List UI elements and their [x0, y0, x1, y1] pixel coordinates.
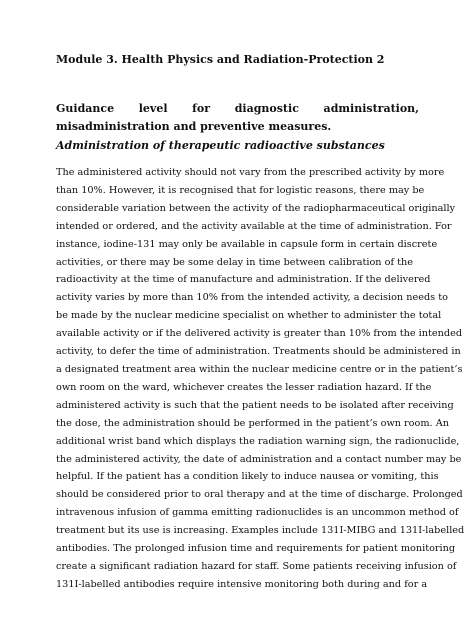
body-line: radioactivity at the time of manufacture and administration. If the delivered	[56, 274, 431, 286]
body-line: than 10%. However, it is recognised that for logistic reasons, there may be	[56, 184, 425, 196]
body-line: antibodies. The prolonged infusion time and requirements for patient monitoring	[56, 543, 456, 555]
body-line: treatment but its use is increasing. Examples include 131I-MIBG and 131I-labelled	[56, 525, 465, 537]
body-line: intended or ordered, and the activity available at the time of administration. For	[56, 220, 452, 232]
body-line: activity varies by more than 10% from the intended activity, a decision needs to	[56, 292, 448, 304]
body-line: the dose, the administration should be performed in the patient’s own room. An	[56, 417, 449, 429]
body-line: considerable variation between the activity of the radiopharmaceutical originally	[56, 202, 456, 214]
body-line: intravenous infusion of gamma emitting radionuclides is an uncommon method of	[56, 507, 459, 519]
body-line: a designated treatment area within the nuclear medicine centre or in the patient’s	[56, 363, 463, 375]
body-line: own room on the ward, whichever creates the lesser radiation hazard. If the	[56, 381, 432, 393]
body-line: additional wrist band which displays the radiation warning sign, the radionuclide,	[56, 435, 460, 447]
body-line: be made by the nuclear medicine specialist on whether to administer the total	[56, 310, 442, 322]
body-line: helpful. If the patient has a condition likely to induce nausea or vomiting, this	[56, 471, 439, 483]
body-paragraph	[56, 164, 465, 594]
body-line: available activity or if the delivered activity is greater than 10% from the intended	[56, 328, 463, 340]
body-line: 131I-labelled antibodies require intensive monitoring both during and for a	[56, 578, 428, 590]
body-line: administered activity is such that the patient needs to be isolated after receiving	[56, 399, 454, 411]
body-line: activities, or there may be some delay in time between calibration of the	[56, 256, 413, 268]
body-line: activity, to defer the time of administration. Treatments should be administered in	[56, 346, 461, 358]
section-heading: Guidance level for diagnostic administration, misadministration and preventive measures.	[56, 102, 419, 133]
body-line: instance, iodine-131 may only be available in capsule form in certain discrete	[56, 238, 438, 250]
module-title: Module 3. Health Physics and Radiation-Protection 2	[56, 53, 385, 66]
body-line: create a significant radiation hazard for staff. Some patients receiving infusion of	[56, 560, 457, 572]
subheading: Administration of therapeutic radioactive substances	[56, 139, 385, 152]
body-line: should be considered prior to oral therapy and at the time of discharge. Prolonged	[56, 489, 463, 501]
body-line: the administered activity, the date of administration and a contact number may be	[56, 453, 462, 465]
body-line: The administered activity should not vary from the prescribed activity by more	[56, 167, 445, 178]
